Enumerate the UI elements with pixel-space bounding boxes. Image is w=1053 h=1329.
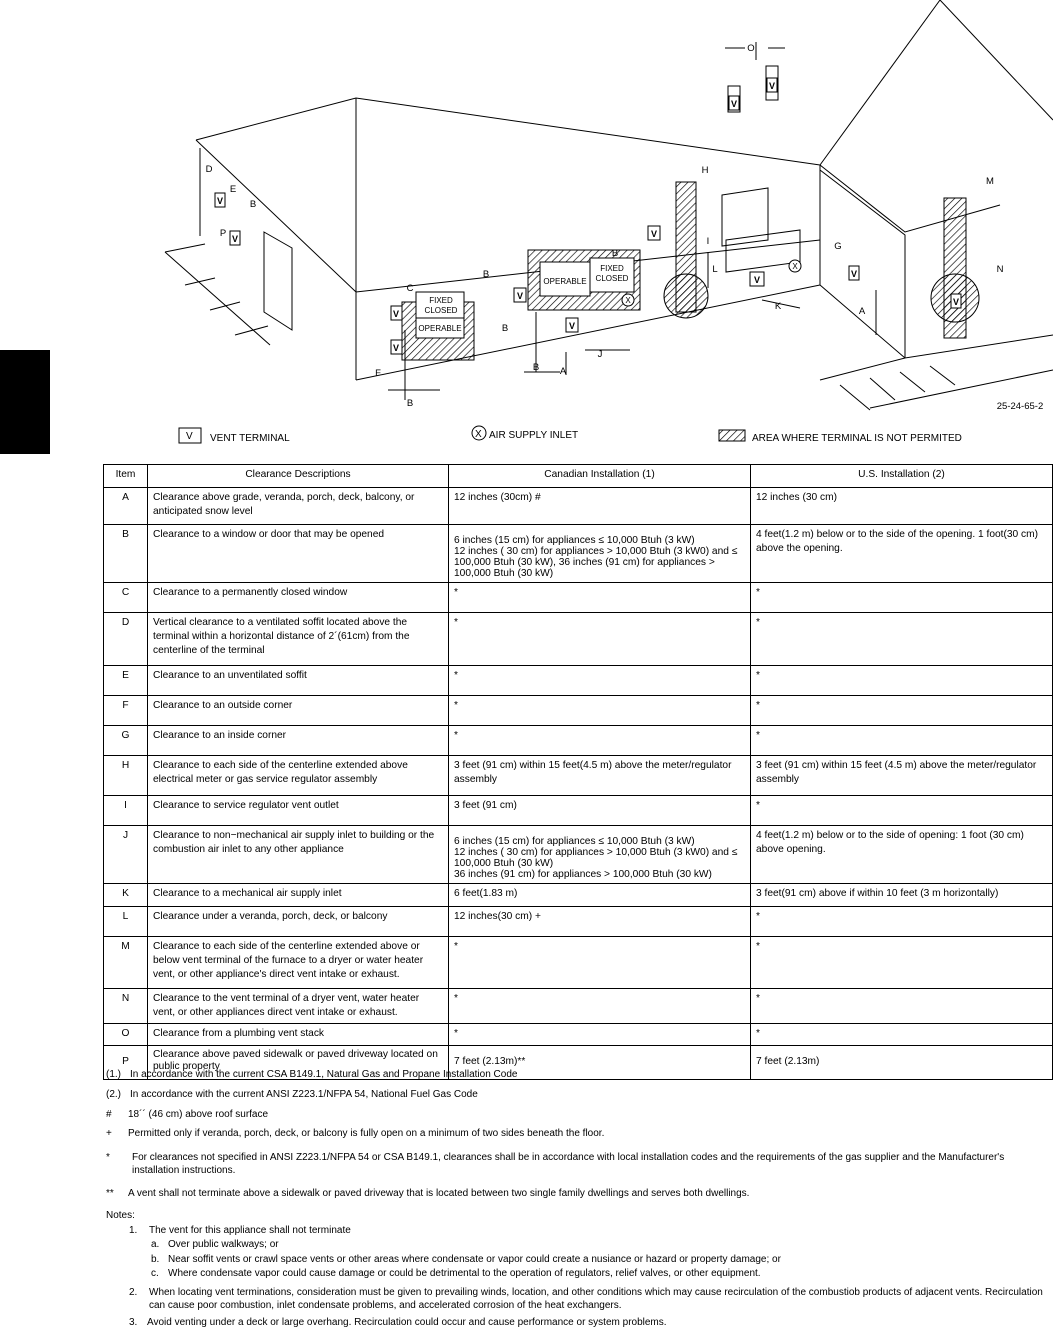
table-row: N Clearance to the vent terminal of a dryer vent, water heater vent, or other appliances direct vent intake or exhaust. * * xyxy=(104,989,1053,1024)
svg-text:X: X xyxy=(625,296,631,305)
svg-text:V: V xyxy=(231,234,239,244)
note-1a-text: Over public walkways; or xyxy=(168,1239,279,1250)
svg-text:V: V xyxy=(392,343,400,353)
table-row: C Clearance to a permanently closed window * * xyxy=(104,583,1053,613)
svg-text:V: V xyxy=(216,196,224,206)
label-b3: B xyxy=(482,269,490,280)
note-1-number: 1. xyxy=(129,1225,138,1236)
page-tab-marker xyxy=(0,350,50,454)
svg-text:V: V xyxy=(392,309,400,319)
label-a: A xyxy=(858,306,866,317)
label-b1: B xyxy=(532,362,540,373)
table-header-row xyxy=(104,465,1053,488)
note-2-text: When locating vent terminations, consideration must be given to prevailing winds, location, and other conditions which may cause recirculation of the combustiob products of adjacent vents. Recirculation can cause poor combustion, inlet condensate problems, and accelerated corrosion of the heat exchangers. xyxy=(149,1287,1043,1311)
note-2-number: 2. xyxy=(129,1287,138,1298)
label-b5: B xyxy=(406,398,414,409)
header-description: Clearance Descriptions xyxy=(148,465,449,488)
note-1a-mark: a. xyxy=(151,1239,160,1250)
table-row: A Clearance above grade, veranda, porch, deck, balcony, or anticipated snow level 12 inches (30cm) # 12 inches (30 cm) xyxy=(104,488,1053,525)
svg-text:X: X xyxy=(792,262,798,271)
note-3-number: 3. xyxy=(129,1317,138,1328)
note-1b-mark: b. xyxy=(151,1254,160,1265)
label-j: J xyxy=(597,349,603,360)
legend-hatch-label: AREA WHERE TERMINAL IS NOT PERMITED xyxy=(752,433,962,444)
table-row: B Clearance to a window or door that may be opened 6 inches (15 cm) for appliances ≤ 10,000 Btuh (3 kW) 12 inches ( 30 cm) for appliances > 10,000 Btuh (3 kW0) and ≤ 100,000 Btuh (30 kW), 36 inches (91 cm) for appliances > 100,000 Btuh (30 kW) 4 feet(1.2 m) below or to the side of the opening. 1 foot(30 cm) above the opening. xyxy=(104,525,1053,583)
label-g: G xyxy=(834,241,842,252)
figure-number: 25-24-65-2 xyxy=(996,401,1044,412)
label-f: F xyxy=(375,368,381,379)
label-k: K xyxy=(774,301,782,312)
window-operable-1: OPERABLE xyxy=(418,324,462,333)
svg-text:V: V xyxy=(730,99,738,109)
table-row: O Clearance from a plumbing vent stack * * xyxy=(104,1024,1053,1046)
svg-text:V: V xyxy=(568,321,576,331)
legend-vent-label: VENT TERMINAL xyxy=(210,433,290,444)
legend-vent-symbol: V xyxy=(186,431,193,442)
table-row: P Clearance above paved sidewalk or paved driveway located on public property 7 feet (2.13m)** 7 feet (2.13m) xyxy=(104,1046,1053,1080)
svg-text:V: V xyxy=(516,291,524,301)
vent-clearance-diagram xyxy=(0,0,1053,455)
label-o: O xyxy=(747,43,755,54)
window-operable-2: OPERABLE xyxy=(543,277,587,286)
note-1c-text: Where condensate vapor could cause damage or could be detrimental to the operation of regulators, relief valves, or other equipment. xyxy=(168,1268,761,1279)
table-row: J Clearance to non−mechanical air supply inlet to building or the combustion air inlet to any other appliance 6 inches (15 cm) for appliances ≤ 10,000 Btuh (3 kW) 12 inches ( 30 cm) for appliances > 10,000 Btuh (3 kW0) and ≤ 100,000 Btuh (30 kW) 36 inches (91 cm) for appliances > 100,000 Btuh (30 kW) 4 feet(1.2 m) below or to the side of opening: 1 foot (30 cm) above opening. xyxy=(104,826,1053,884)
label-b6: B xyxy=(249,199,257,210)
header-item: Item xyxy=(104,465,148,488)
table-row: G Clearance to an inside corner * * xyxy=(104,726,1053,756)
label-i: I xyxy=(706,236,710,247)
window-closed-1: CLOSED xyxy=(424,306,458,315)
notes-heading: Notes: xyxy=(106,1210,135,1221)
window-fixed-1: FIXED xyxy=(429,296,453,305)
svg-text:V: V xyxy=(768,81,776,91)
note-1c-mark: c. xyxy=(151,1268,159,1279)
svg-text:V: V xyxy=(850,269,858,279)
header-canadian: Canadian Installation (1) xyxy=(449,465,751,488)
note-1b-text: Near soffit vents or crawl space vents or other areas where condensate or vapor could create a nusiance or hazard or property damage; or xyxy=(168,1254,781,1265)
table-row: F Clearance to an outside corner * * xyxy=(104,696,1053,726)
label-a2: A xyxy=(559,366,567,377)
label-p: P xyxy=(219,228,227,239)
svg-text:V: V xyxy=(952,297,960,307)
label-n: N xyxy=(996,264,1004,275)
table-row: I Clearance to service regulator vent outlet 3 feet (91 cm) * xyxy=(104,796,1053,826)
note-1-text: The vent for this appliance shall not terminate xyxy=(149,1225,351,1236)
note-3-text: Avoid venting under a deck or large overhang. Recirculation could occur and cause performance or system problems. xyxy=(147,1317,667,1328)
header-us: U.S. Installation (2) xyxy=(751,465,1053,488)
legend-air-symbol: X xyxy=(475,429,482,440)
label-e: E xyxy=(229,184,237,195)
table-row: L Clearance under a veranda, porch, deck, or balcony 12 inches(30 cm) + * xyxy=(104,907,1053,937)
table-row: M Clearance to each side of the centerline extended above or below vent terminal of the furnace to a dryer or water heater vent, or other appliance's direct vent intake or exhaust. * * xyxy=(104,937,1053,989)
window-closed-2: CLOSED xyxy=(595,274,629,283)
table-row: D Vertical clearance to a ventilated soffit located above the terminal within a horizontal distance of 2´(61cm) from the centerline of the terminal * * xyxy=(104,613,1053,666)
legend-air-label: AIR SUPPLY INLET xyxy=(489,430,579,441)
label-m: M xyxy=(986,176,994,187)
svg-text:V: V xyxy=(753,275,761,285)
label-b4: B xyxy=(611,248,619,259)
label-b2: B xyxy=(501,323,509,334)
table-row: H Clearance to each side of the centerline extended above electrical meter or gas service regulator assembly 3 feet (91 cm) within 15 feet(4.5 m) above the meter/regulator assembly 3 feet (91 cm) within 15 feet (4.5 m) above the meter/regulator assembly xyxy=(104,756,1053,796)
label-h: H xyxy=(701,165,709,176)
table-row: E Clearance to an unventilated soffit * * xyxy=(104,666,1053,696)
label-d: D xyxy=(205,164,213,175)
svg-text:V: V xyxy=(650,229,658,239)
clearance-table xyxy=(103,464,1053,1080)
label-c: C xyxy=(406,283,414,294)
window-fixed-2: FIXED xyxy=(600,264,624,273)
label-l: L xyxy=(712,264,718,275)
table-row: K Clearance to a mechanical air supply inlet 6 feet(1.83 m) 3 feet(91 cm) above if within 10 feet (3 m horizontally) xyxy=(104,884,1053,907)
